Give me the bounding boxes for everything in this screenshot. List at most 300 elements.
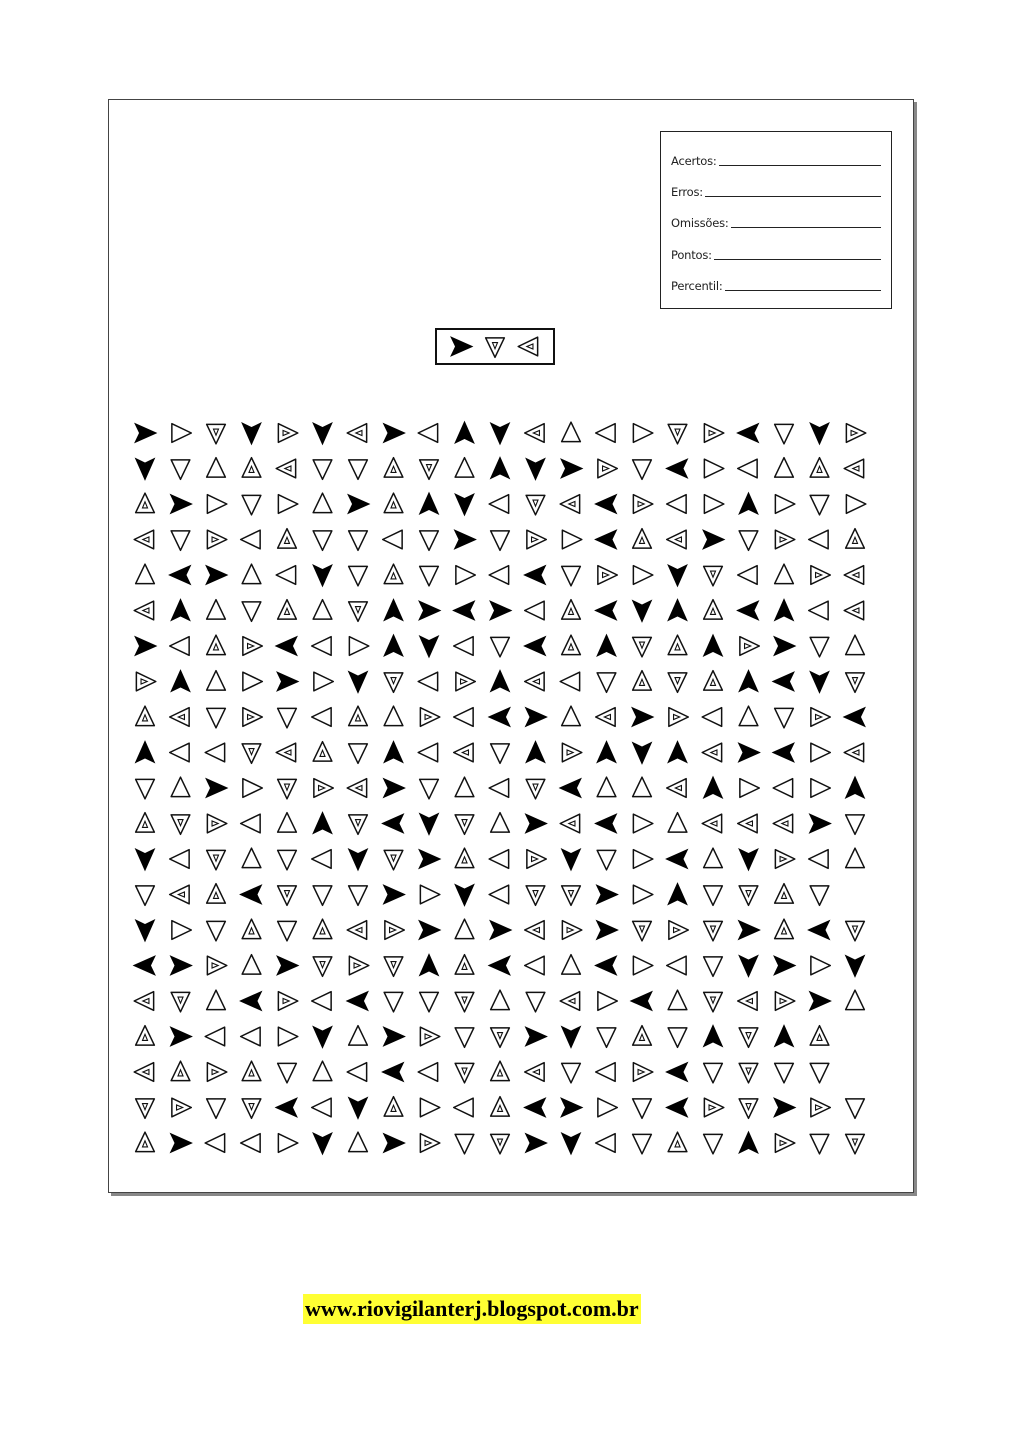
triangle-left-outline-icon[interactable] <box>489 779 508 798</box>
triangle-right-dotted-icon[interactable] <box>349 956 368 975</box>
triangle-down-dotted-icon[interactable] <box>846 1134 865 1153</box>
triangle-left-outline-icon[interactable] <box>383 530 402 549</box>
triangle-up-dotted-icon[interactable] <box>207 884 226 903</box>
triangle-down-filled-icon[interactable] <box>562 1133 581 1154</box>
triangle-up-dotted-icon[interactable] <box>704 671 723 690</box>
triangle-up-dotted-icon[interactable] <box>562 635 581 654</box>
triangle-left-dotted-icon[interactable] <box>347 424 366 443</box>
triangle-left-filled-icon[interactable] <box>489 708 510 727</box>
triangle-down-filled-icon[interactable] <box>420 814 439 835</box>
triangle-right-dotted-icon[interactable] <box>420 708 439 727</box>
triangle-up-filled-icon[interactable] <box>597 741 616 762</box>
triangle-down-filled-icon[interactable] <box>455 885 474 906</box>
triangle-right-dotted-icon[interactable] <box>811 708 830 727</box>
triangle-down-outline-icon[interactable] <box>704 1134 723 1153</box>
triangle-right-outline-icon[interactable] <box>243 672 262 691</box>
triangle-down-outline-icon[interactable] <box>810 495 829 514</box>
triangle-up-dotted-icon[interactable] <box>491 1061 510 1080</box>
triangle-left-dotted-icon[interactable] <box>134 601 153 620</box>
triangle-up-outline-icon[interactable] <box>562 706 581 725</box>
triangle-up-outline-icon[interactable] <box>739 706 758 725</box>
triangle-left-dotted-icon[interactable] <box>844 743 863 762</box>
triangle-up-outline-icon[interactable] <box>455 777 474 796</box>
triangle-right-outline-icon[interactable] <box>811 779 830 798</box>
triangle-right-outline-icon[interactable] <box>704 459 723 478</box>
triangle-left-filled-icon[interactable] <box>773 672 794 691</box>
triangle-right-outline-icon[interactable] <box>811 956 830 975</box>
triangle-down-outline-icon[interactable] <box>526 992 545 1011</box>
triangle-left-dotted-icon[interactable] <box>454 743 473 762</box>
triangle-up-filled-icon[interactable] <box>739 493 758 514</box>
triangle-right-outline-icon[interactable] <box>172 424 191 443</box>
triangle-right-filled-icon[interactable] <box>774 637 795 656</box>
triangle-left-filled-icon[interactable] <box>169 566 190 585</box>
triangle-right-dotted-icon[interactable] <box>740 637 759 656</box>
triangle-left-outline-icon[interactable] <box>667 956 686 975</box>
triangle-up-dotted-icon[interactable] <box>668 635 687 654</box>
triangle-down-filled-icon[interactable] <box>136 920 155 941</box>
triangle-left-filled-icon[interactable] <box>276 637 297 656</box>
triangle-down-dotted-icon[interactable] <box>491 1028 510 1047</box>
triangle-up-dotted-icon[interactable] <box>704 600 723 619</box>
triangle-right-filled-icon[interactable] <box>526 708 547 727</box>
triangle-up-dotted-icon[interactable] <box>171 1061 190 1080</box>
triangle-right-filled-icon[interactable] <box>384 1134 405 1153</box>
footer-url[interactable]: www.riovigilanterj.blogspot.com.br <box>303 1294 641 1324</box>
triangle-right-dotted-icon[interactable] <box>598 566 617 585</box>
triangle-down-dotted-icon[interactable] <box>313 957 332 976</box>
triangle-down-filled-icon[interactable] <box>349 1098 368 1119</box>
triangle-right-dotted-icon[interactable] <box>811 1098 830 1117</box>
triangle-down-outline-icon[interactable] <box>349 531 368 550</box>
triangle-right-dotted-icon[interactable] <box>633 495 652 514</box>
triangle-down-outline-icon[interactable] <box>278 1063 297 1082</box>
triangle-down-outline-icon[interactable] <box>207 1099 226 1118</box>
triangle-down-outline-icon[interactable] <box>313 531 332 550</box>
triangle-down-outline-icon[interactable] <box>349 566 368 585</box>
triangle-down-filled-icon[interactable] <box>313 1133 332 1154</box>
triangle-up-filled-icon[interactable] <box>668 741 687 762</box>
triangle-up-dotted-icon[interactable] <box>242 458 261 477</box>
triangle-up-dotted-icon[interactable] <box>313 919 332 938</box>
triangle-down-dotted-icon[interactable] <box>668 673 687 692</box>
triangle-right-dotted-icon[interactable] <box>243 708 262 727</box>
triangle-down-filled-icon[interactable] <box>136 849 155 870</box>
triangle-down-filled-icon[interactable] <box>562 1027 581 1048</box>
triangle-up-dotted-icon[interactable] <box>136 813 155 832</box>
triangle-right-filled-icon[interactable] <box>171 1134 192 1153</box>
triangle-left-dotted-icon[interactable] <box>667 779 686 798</box>
triangle-right-dotted-icon[interactable] <box>243 637 262 656</box>
triangle-up-outline-icon[interactable] <box>846 635 865 654</box>
triangle-down-outline-icon[interactable] <box>633 1099 652 1118</box>
triangle-right-outline-icon[interactable] <box>172 921 191 940</box>
triangle-down-outline-icon[interactable] <box>455 1028 474 1047</box>
triangle-down-filled-icon[interactable] <box>633 601 652 622</box>
triangle-up-filled-icon[interactable] <box>313 812 332 833</box>
triangle-right-outline-icon[interactable] <box>811 743 830 762</box>
triangle-down-outline-icon[interactable] <box>136 779 155 798</box>
triangle-right-filled-icon[interactable] <box>419 921 440 940</box>
triangle-down-outline-icon[interactable] <box>278 921 297 940</box>
triangle-down-dotted-icon[interactable] <box>562 886 581 905</box>
triangle-left-filled-icon[interactable] <box>595 601 616 620</box>
triangle-right-dotted-icon[interactable] <box>704 424 723 443</box>
triangle-right-dotted-icon[interactable] <box>811 566 830 585</box>
triangle-left-filled-icon[interactable] <box>666 459 687 478</box>
triangle-up-filled-icon[interactable] <box>846 777 865 798</box>
triangle-left-filled-icon[interactable] <box>453 601 474 620</box>
triangle-left-filled-icon[interactable] <box>844 708 865 727</box>
triangle-up-outline-icon[interactable] <box>384 706 403 725</box>
triangle-down-outline-icon[interactable] <box>349 886 368 905</box>
triangle-up-outline-icon[interactable] <box>349 1132 368 1151</box>
triangle-down-dotted-icon[interactable] <box>171 815 190 834</box>
triangle-up-outline-icon[interactable] <box>562 955 581 974</box>
triangle-left-dotted-icon[interactable] <box>134 530 153 549</box>
triangle-up-outline-icon[interactable] <box>349 1026 368 1045</box>
triangle-down-outline-icon[interactable] <box>136 886 155 905</box>
triangle-up-dotted-icon[interactable] <box>633 1026 652 1045</box>
triangle-left-outline-icon[interactable] <box>205 1027 224 1046</box>
triangle-left-dotted-icon[interactable] <box>347 921 366 940</box>
triangle-left-outline-icon[interactable] <box>454 1098 473 1117</box>
triangle-left-dotted-icon[interactable] <box>560 992 579 1011</box>
triangle-right-outline-icon[interactable] <box>207 495 226 514</box>
triangle-up-outline-icon[interactable] <box>846 848 865 867</box>
triangle-right-dotted-icon[interactable] <box>846 424 865 443</box>
triangle-left-dotted-icon[interactable] <box>560 814 579 833</box>
triangle-left-outline-icon[interactable] <box>312 637 331 656</box>
triangle-right-filled-icon[interactable] <box>810 814 831 833</box>
triangle-left-outline-icon[interactable] <box>205 743 224 762</box>
triangle-up-outline-icon[interactable] <box>775 564 794 583</box>
triangle-right-outline-icon[interactable] <box>633 566 652 585</box>
triangle-down-dotted-icon[interactable] <box>278 779 297 798</box>
triangle-down-outline-icon[interactable] <box>207 921 226 940</box>
triangle-down-dotted-icon[interactable] <box>455 815 474 834</box>
triangle-left-dotted-icon[interactable] <box>170 885 189 904</box>
triangle-left-outline-icon[interactable] <box>418 1063 437 1082</box>
triangle-left-outline-icon[interactable] <box>241 814 260 833</box>
triangle-left-outline-icon[interactable] <box>312 708 331 727</box>
triangle-left-dotted-icon[interactable] <box>525 424 544 443</box>
triangle-left-filled-icon[interactable] <box>524 637 545 656</box>
triangle-up-dotted-icon[interactable] <box>384 1097 403 1116</box>
triangle-left-filled-icon[interactable] <box>595 530 616 549</box>
triangle-up-filled-icon[interactable] <box>739 1132 758 1153</box>
triangle-up-filled-icon[interactable] <box>597 635 616 656</box>
triangle-right-filled-icon[interactable] <box>810 992 831 1011</box>
triangle-down-outline-icon[interactable] <box>704 1063 723 1082</box>
triangle-up-dotted-icon[interactable] <box>136 1132 155 1151</box>
triangle-up-dotted-icon[interactable] <box>810 458 829 477</box>
triangle-down-outline-icon[interactable] <box>420 779 439 798</box>
triangle-right-dotted-icon[interactable] <box>278 992 297 1011</box>
triangle-left-filled-icon[interactable] <box>382 814 403 833</box>
triangle-down-dotted-icon[interactable] <box>526 886 545 905</box>
triangle-down-filled-icon[interactable] <box>349 672 368 693</box>
triangle-down-dotted-icon[interactable] <box>668 424 687 443</box>
triangle-up-outline-icon[interactable] <box>455 919 474 938</box>
triangle-right-filled-icon[interactable] <box>384 1027 405 1046</box>
triangle-right-filled-icon[interactable] <box>561 1098 582 1117</box>
triangle-left-dotted-icon[interactable] <box>347 779 366 798</box>
triangle-up-filled-icon[interactable] <box>704 777 723 798</box>
triangle-right-outline-icon[interactable] <box>278 1134 297 1153</box>
triangle-left-filled-icon[interactable] <box>382 1063 403 1082</box>
triangle-down-dotted-icon[interactable] <box>349 602 368 621</box>
triangle-left-outline-icon[interactable] <box>347 1063 366 1082</box>
triangle-down-filled-icon[interactable] <box>420 636 439 657</box>
triangle-left-outline-icon[interactable] <box>170 850 189 869</box>
triangle-right-dotted-icon[interactable] <box>456 672 475 691</box>
triangle-up-filled-icon[interactable] <box>775 1025 794 1046</box>
triangle-up-outline-icon[interactable] <box>136 564 155 583</box>
triangle-right-outline-icon[interactable] <box>740 779 759 798</box>
triangle-left-outline-icon[interactable] <box>489 885 508 904</box>
triangle-down-dotted-icon[interactable] <box>455 992 474 1011</box>
triangle-down-dotted-icon[interactable] <box>633 637 652 656</box>
triangle-right-filled-icon[interactable] <box>597 921 618 940</box>
triangle-left-filled-icon[interactable] <box>666 1063 687 1082</box>
triangle-right-outline-icon[interactable] <box>420 885 439 904</box>
triangle-left-outline-icon[interactable] <box>489 850 508 869</box>
triangle-right-filled-icon[interactable] <box>490 921 511 940</box>
triangle-left-outline-icon[interactable] <box>418 743 437 762</box>
triangle-down-outline-icon[interactable] <box>171 531 190 550</box>
triangle-down-dotted-icon[interactable] <box>136 1099 155 1118</box>
triangle-down-dotted-icon[interactable] <box>704 921 723 940</box>
triangle-left-outline-icon[interactable] <box>809 601 828 620</box>
triangle-right-dotted-icon[interactable] <box>207 530 226 549</box>
triangle-down-outline-icon[interactable] <box>810 886 829 905</box>
triangle-up-filled-icon[interactable] <box>739 670 758 691</box>
triangle-down-outline-icon[interactable] <box>420 566 439 585</box>
triangle-left-filled-icon[interactable] <box>489 956 510 975</box>
triangle-down-dotted-icon[interactable] <box>491 1134 510 1153</box>
triangle-down-filled-icon[interactable] <box>455 494 474 515</box>
triangle-left-dotted-icon[interactable] <box>702 743 721 762</box>
triangle-down-dotted-icon[interactable] <box>384 957 403 976</box>
triangle-right-filled-icon[interactable] <box>632 708 653 727</box>
triangle-up-dotted-icon[interactable] <box>242 1061 261 1080</box>
triangle-left-dotted-icon[interactable] <box>525 1063 544 1082</box>
triangle-right-dotted-icon[interactable] <box>278 424 297 443</box>
triangle-left-filled-icon[interactable] <box>773 743 794 762</box>
triangle-down-dotted-icon[interactable] <box>704 566 723 585</box>
triangle-right-outline-icon[interactable] <box>633 814 652 833</box>
triangle-up-outline-icon[interactable] <box>207 990 226 1009</box>
triangle-left-dotted-icon[interactable] <box>134 992 153 1011</box>
triangle-up-outline-icon[interactable] <box>207 600 226 619</box>
triangle-up-dotted-icon[interactable] <box>207 635 226 654</box>
triangle-right-dotted-icon[interactable] <box>633 1063 652 1082</box>
triangle-down-dotted-icon[interactable] <box>704 992 723 1011</box>
triangle-up-dotted-icon[interactable] <box>278 529 297 548</box>
triangle-right-outline-icon[interactable] <box>633 424 652 443</box>
triangle-down-outline-icon[interactable] <box>775 1063 794 1082</box>
triangle-up-dotted-icon[interactable] <box>455 955 474 974</box>
triangle-left-filled-icon[interactable] <box>240 885 261 904</box>
triangle-left-outline-icon[interactable] <box>596 1063 615 1082</box>
triangle-left-outline-icon[interactable] <box>702 708 721 727</box>
triangle-up-filled-icon[interactable] <box>171 599 190 620</box>
triangle-down-dotted-icon[interactable] <box>384 673 403 692</box>
triangle-down-dotted-icon[interactable] <box>526 779 545 798</box>
triangle-left-outline-icon[interactable] <box>312 1098 331 1117</box>
triangle-up-dotted-icon[interactable] <box>384 458 403 477</box>
triangle-up-outline-icon[interactable] <box>278 813 297 832</box>
triangle-left-outline-icon[interactable] <box>170 637 189 656</box>
triangle-left-outline-icon[interactable] <box>454 637 473 656</box>
triangle-left-filled-icon[interactable] <box>524 1098 545 1117</box>
triangle-left-outline-icon[interactable] <box>205 1134 224 1153</box>
triangle-right-filled-icon[interactable] <box>135 424 156 443</box>
triangle-left-dotted-icon[interactable] <box>667 530 686 549</box>
triangle-down-filled-icon[interactable] <box>313 1027 332 1048</box>
triangle-down-outline-icon[interactable] <box>278 850 297 869</box>
triangle-right-filled-icon[interactable] <box>135 637 156 656</box>
triangle-up-filled-icon[interactable] <box>420 954 439 975</box>
triangle-left-filled-icon[interactable] <box>737 601 758 620</box>
triangle-up-dotted-icon[interactable] <box>633 529 652 548</box>
triangle-right-outline-icon[interactable] <box>314 672 333 691</box>
triangle-up-outline-icon[interactable] <box>491 990 510 1009</box>
triangle-up-outline-icon[interactable] <box>775 458 794 477</box>
triangle-right-filled-icon[interactable] <box>277 956 298 975</box>
triangle-up-dotted-icon[interactable] <box>313 742 332 761</box>
triangle-up-dotted-icon[interactable] <box>846 529 865 548</box>
triangle-left-outline-icon[interactable] <box>809 530 828 549</box>
triangle-up-dotted-icon[interactable] <box>136 706 155 725</box>
triangle-left-outline-icon[interactable] <box>241 530 260 549</box>
triangle-up-filled-icon[interactable] <box>668 599 687 620</box>
triangle-down-dotted-icon[interactable] <box>420 460 439 479</box>
triangle-right-filled-icon[interactable] <box>384 779 405 798</box>
triangle-right-dotted-icon[interactable] <box>562 743 581 762</box>
triangle-up-dotted-icon[interactable] <box>775 884 794 903</box>
triangle-up-filled-icon[interactable] <box>136 741 155 762</box>
triangle-right-dotted-icon[interactable] <box>172 1098 191 1117</box>
triangle-left-dotted-icon[interactable] <box>525 672 544 691</box>
triangle-right-filled-icon[interactable] <box>384 885 405 904</box>
triangle-left-outline-icon[interactable] <box>596 424 615 443</box>
triangle-down-outline-icon[interactable] <box>668 1028 687 1047</box>
triangle-right-dotted-icon[interactable] <box>207 814 226 833</box>
triangle-right-filled-icon[interactable] <box>206 779 227 798</box>
triangle-down-outline-icon[interactable] <box>810 637 829 656</box>
triangle-down-outline-icon[interactable] <box>633 1134 652 1153</box>
triangle-left-dotted-icon[interactable] <box>134 1063 153 1082</box>
triangle-up-outline-icon[interactable] <box>313 493 332 512</box>
triangle-up-filled-icon[interactable] <box>384 599 403 620</box>
triangle-down-dotted-icon[interactable] <box>207 850 226 869</box>
triangle-down-filled-icon[interactable] <box>136 459 155 480</box>
triangle-left-dotted-icon[interactable] <box>773 814 792 833</box>
triangle-right-filled-icon[interactable] <box>384 424 405 443</box>
triangle-right-filled-icon[interactable] <box>419 601 440 620</box>
triangle-up-filled-icon[interactable] <box>668 883 687 904</box>
triangle-up-outline-icon[interactable] <box>242 564 261 583</box>
triangle-left-outline-icon[interactable] <box>312 992 331 1011</box>
triangle-right-outline-icon[interactable] <box>846 495 865 514</box>
triangle-up-dotted-icon[interactable] <box>136 1026 155 1045</box>
triangle-left-outline-icon[interactable] <box>560 672 579 691</box>
triangle-down-filled-icon[interactable] <box>810 423 829 444</box>
triangle-right-filled-icon[interactable] <box>490 601 511 620</box>
triangle-right-filled-icon[interactable] <box>597 885 618 904</box>
triangle-up-filled-icon[interactable] <box>775 599 794 620</box>
triangle-down-outline-icon[interactable] <box>704 957 723 976</box>
triangle-right-outline-icon[interactable] <box>633 885 652 904</box>
triangle-down-outline-icon[interactable] <box>810 1063 829 1082</box>
triangle-down-outline-icon[interactable] <box>597 850 616 869</box>
triangle-down-outline-icon[interactable] <box>171 460 190 479</box>
triangle-right-outline-icon[interactable] <box>349 637 368 656</box>
triangle-down-outline-icon[interactable] <box>633 460 652 479</box>
triangle-right-filled-icon[interactable] <box>171 495 192 514</box>
triangle-up-filled-icon[interactable] <box>491 670 510 691</box>
triangle-down-outline-icon[interactable] <box>491 637 510 656</box>
triangle-right-filled-icon[interactable] <box>739 921 760 940</box>
triangle-left-outline-icon[interactable] <box>525 956 544 975</box>
triangle-left-outline-icon[interactable] <box>276 566 295 585</box>
triangle-right-dotted-icon[interactable] <box>385 921 404 940</box>
triangle-up-filled-icon[interactable] <box>526 741 545 762</box>
triangle-right-dotted-icon[interactable] <box>704 1098 723 1117</box>
triangle-down-outline-icon[interactable] <box>207 708 226 727</box>
triangle-up-dotted-icon[interactable] <box>349 706 368 725</box>
triangle-down-dotted-icon[interactable] <box>739 886 758 905</box>
triangle-right-filled-icon[interactable] <box>774 1098 795 1117</box>
triangle-right-filled-icon[interactable] <box>277 672 298 691</box>
triangle-up-outline-icon[interactable] <box>242 848 261 867</box>
triangle-down-dotted-icon[interactable] <box>207 424 226 443</box>
triangle-down-filled-icon[interactable] <box>739 849 758 870</box>
triangle-left-dotted-icon[interactable] <box>276 459 295 478</box>
triangle-down-outline-icon[interactable] <box>313 886 332 905</box>
triangle-right-filled-icon[interactable] <box>419 850 440 869</box>
triangle-down-filled-icon[interactable] <box>739 956 758 977</box>
triangle-down-outline-icon[interactable] <box>562 566 581 585</box>
triangle-down-outline-icon[interactable] <box>491 744 510 763</box>
triangle-right-outline-icon[interactable] <box>598 1098 617 1117</box>
triangle-up-outline-icon[interactable] <box>455 458 474 477</box>
triangle-left-filled-icon[interactable] <box>666 850 687 869</box>
triangle-down-outline-icon[interactable] <box>242 495 261 514</box>
triangle-down-dotted-icon[interactable] <box>526 495 545 514</box>
triangle-right-filled-icon[interactable] <box>206 566 227 585</box>
triangle-down-outline-icon[interactable] <box>313 460 332 479</box>
triangle-down-outline-icon[interactable] <box>384 992 403 1011</box>
triangle-left-dotted-icon[interactable] <box>844 601 863 620</box>
triangle-right-filled-icon[interactable] <box>526 1027 547 1046</box>
triangle-up-outline-icon[interactable] <box>207 671 226 690</box>
triangle-up-dotted-icon[interactable] <box>491 1097 510 1116</box>
triangle-up-filled-icon[interactable] <box>491 457 510 478</box>
triangle-left-dotted-icon[interactable] <box>596 708 615 727</box>
triangle-right-dotted-icon[interactable] <box>527 850 546 869</box>
triangle-left-filled-icon[interactable] <box>134 956 155 975</box>
triangle-down-dotted-icon[interactable] <box>846 921 865 940</box>
triangle-down-filled-icon[interactable] <box>562 849 581 870</box>
triangle-down-outline-icon[interactable] <box>242 602 261 621</box>
triangle-up-dotted-icon[interactable] <box>384 493 403 512</box>
triangle-up-outline-icon[interactable] <box>207 458 226 477</box>
triangle-left-filled-icon[interactable] <box>666 1098 687 1117</box>
triangle-left-outline-icon[interactable] <box>170 743 189 762</box>
